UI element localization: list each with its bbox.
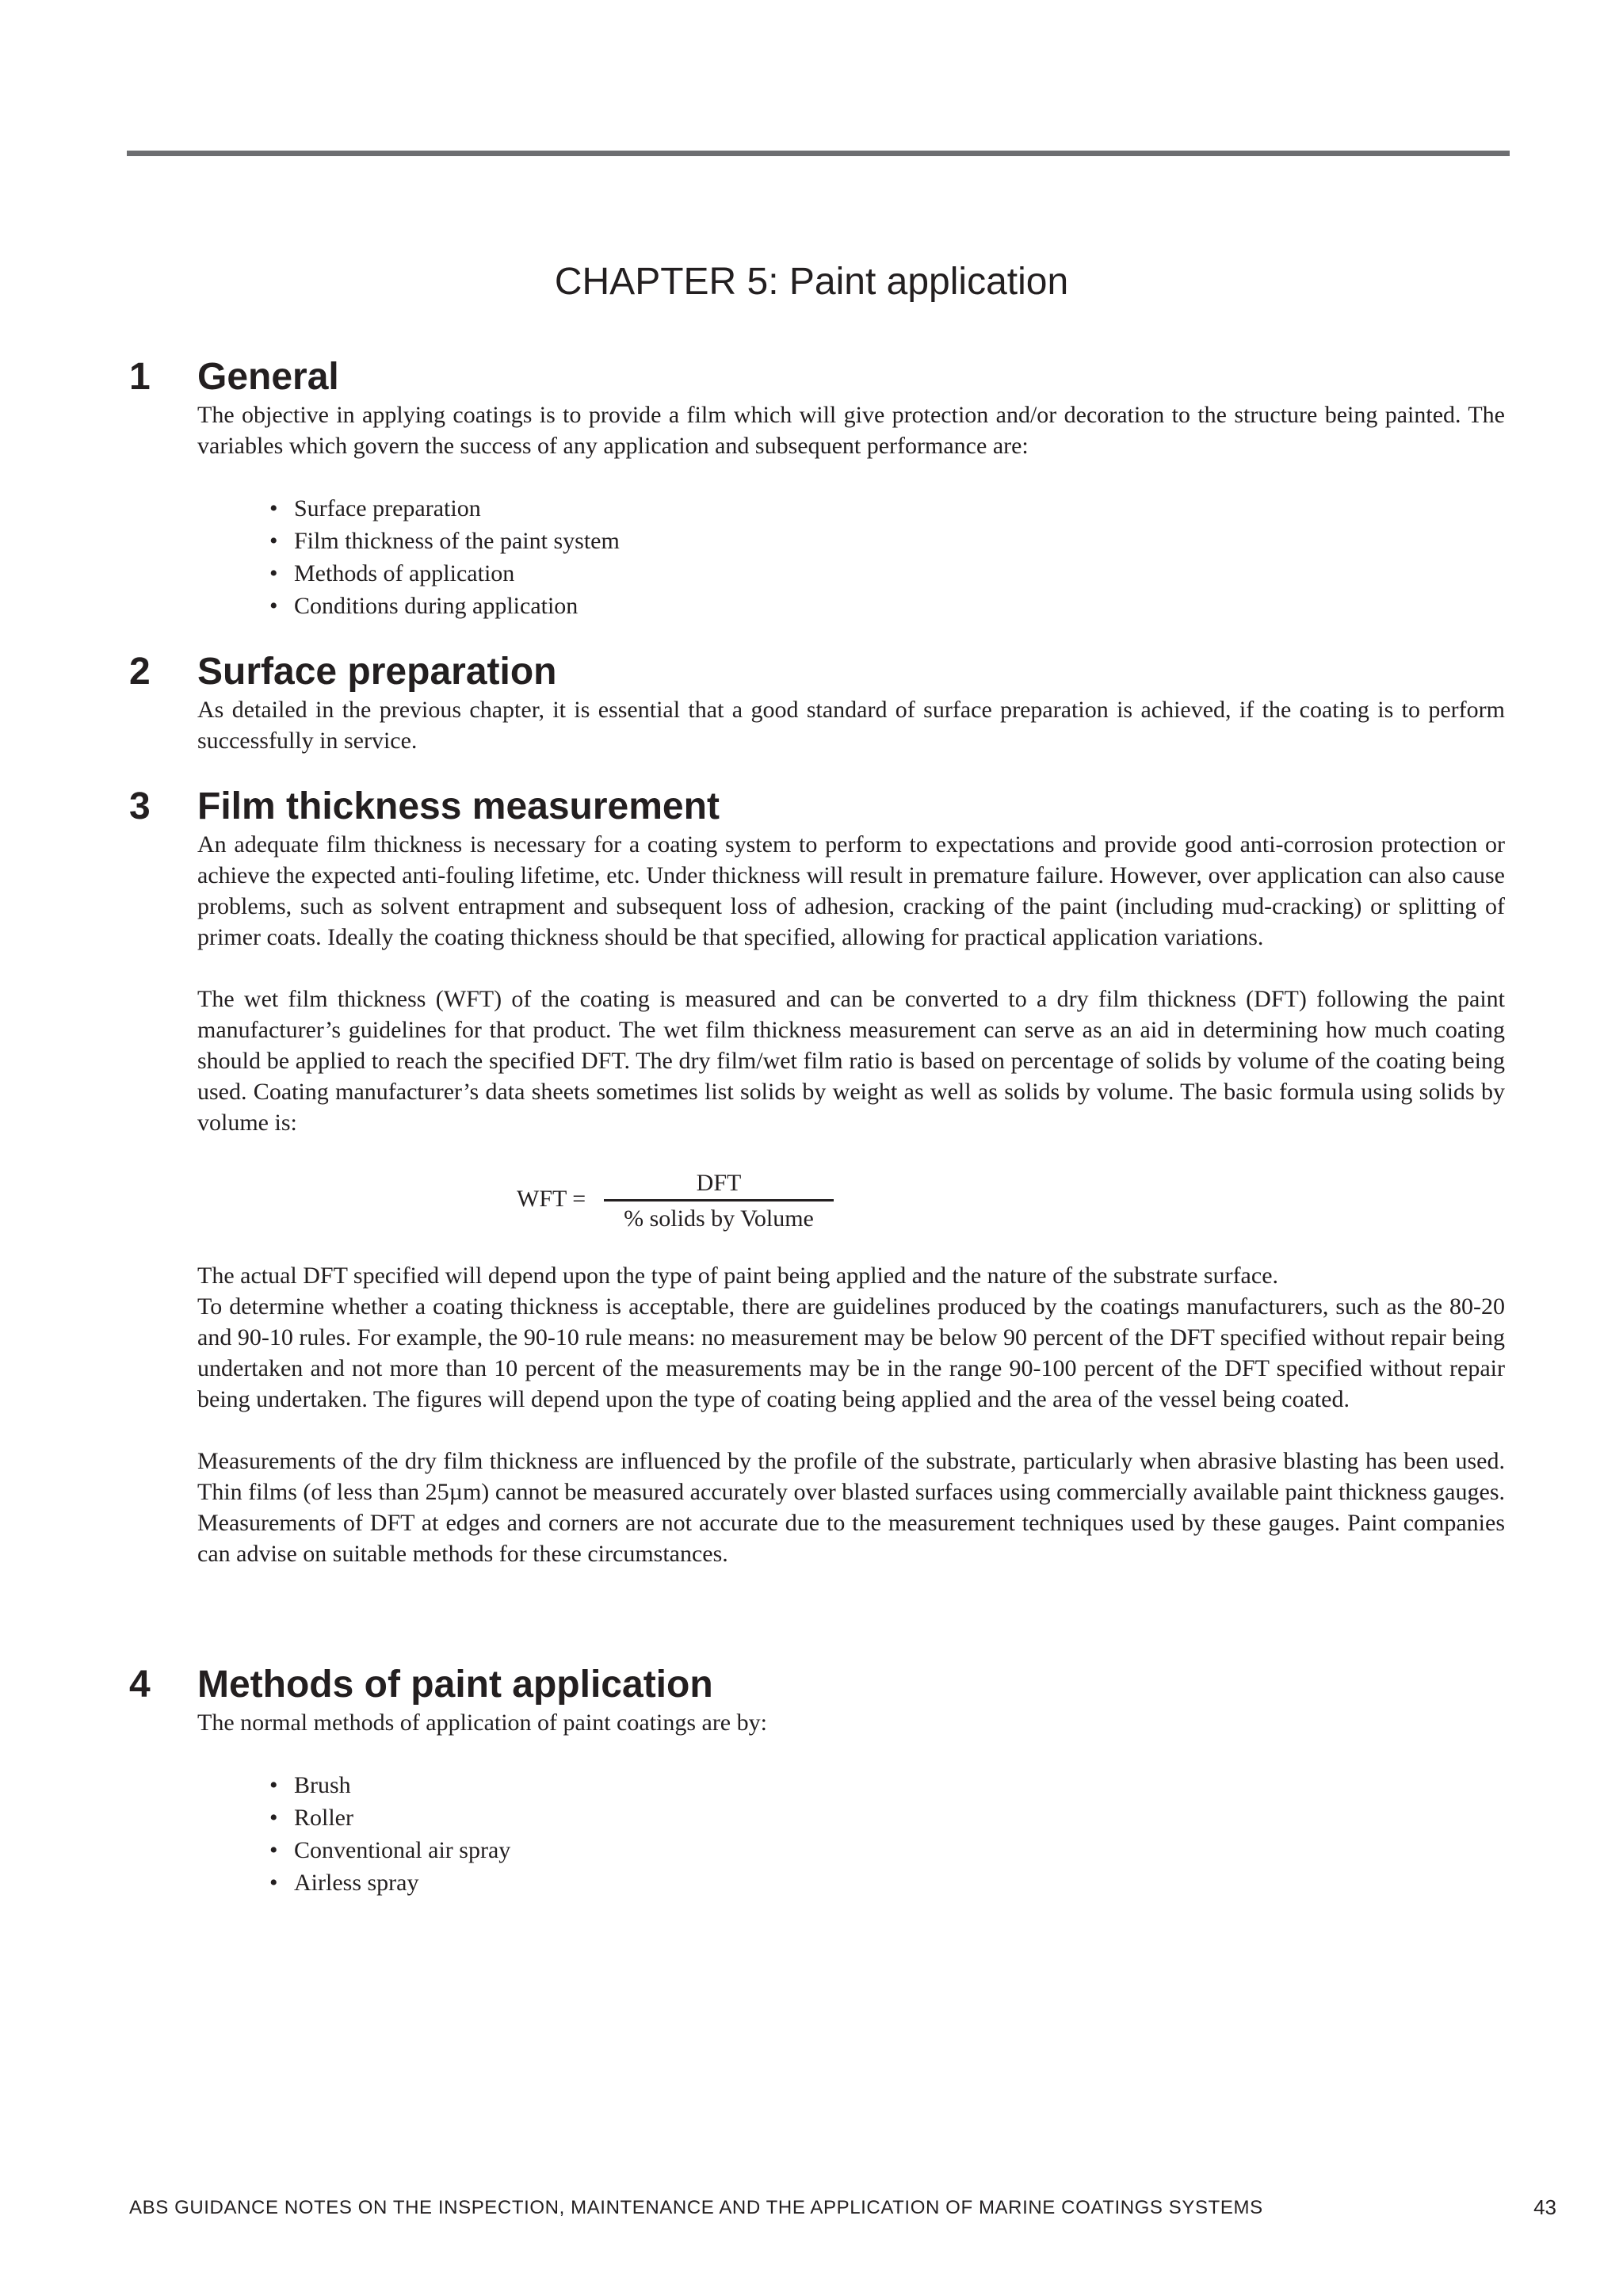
section-film-thickness: [0, 785, 1623, 1569]
footer-publication-title: ABS GUIDANCE NOTES ON THE INSPECTION, MAINTENANCE AND THE APPLICATION OF MARINE COATINGS SYSTEMS: [129, 2197, 1263, 2218]
bullet-symbol: •: [269, 560, 278, 586]
list-item: • Methods of application: [0, 557, 1623, 590]
list-item: • Conditions during application: [0, 590, 1623, 622]
section-number: 3: [129, 785, 151, 827]
list-item: • Airless spray: [0, 1866, 1623, 1899]
page-number: 43: [1533, 2195, 1556, 2219]
section-methods-of-application: [0, 1663, 1623, 1899]
wft-formula: [0, 1169, 1623, 1240]
list-item: • Surface preparation: [0, 492, 1623, 525]
paragraph: To determine whether a coating thickness is acceptable, there are guidelines produced by the coatings manufacturers, such as the 80-20 and 90-10 rules. For example, the 90-10 rule means: no measurement may be below 90 percent of the DFT specified without repair being undertaken and not more than 10 percent of the measurements may be in the range 90-100 percent of the DFT specified without repair being undertaken. The figures will depend upon the type of coating being applied and the area of the vessel being coated.: [197, 1293, 1505, 1412]
formula-lhs: WFT =: [517, 1186, 586, 1212]
bullet-symbol: •: [269, 1870, 278, 1896]
bullet-symbol: •: [269, 1805, 278, 1831]
paragraph: The actual DFT specified will depend upon the type of paint being applied and the nature of the substrate surface.: [197, 1263, 1279, 1289]
paragraph: The objective in applying coatings is to provide a film which will give protection and/or decoration to the structure being painted. The variables which govern the success of any application and subsequent performance are:: [197, 402, 1505, 459]
section-title: General: [197, 356, 339, 398]
section-number: 4: [129, 1664, 151, 1706]
section-title: Methods of paint application: [197, 1664, 713, 1706]
bullet-symbol: •: [269, 593, 278, 619]
paragraph: The normal methods of application of paint coatings are by:: [197, 1710, 767, 1736]
bullet-symbol: •: [269, 1837, 278, 1863]
paragraph: As detailed in the previous chapter, it is essential that a good standard of surface preparation is achieved, if the coating is to perform successfully in service.: [197, 697, 1505, 754]
section-number: 2: [129, 651, 151, 693]
bullet-symbol: •: [269, 528, 278, 554]
bullet-list: [0, 1769, 1623, 1899]
bullet-symbol: •: [269, 495, 278, 521]
bullet-symbol: •: [269, 1772, 278, 1798]
section-title: Film thickness measurement: [197, 785, 720, 827]
chapter-title: CHAPTER 5: Paint application: [554, 261, 1069, 303]
list-item: • Film thickness of the paint system: [0, 525, 1623, 557]
paragraph: Measurements of the dry film thickness are influenced by the profile of the substrate, particularly when abrasive blasting has been used. Thin films (of less than 25µm) cannot be measured accurately over blasted surfaces using commercially available paint thickness gauges. Measurements of DFT at edges and corners are not accurate due to the measurement techniques used by these gauges. Paint companies can advise on suitable methods for these circumstances.: [197, 1448, 1505, 1567]
header-rule: [127, 151, 1510, 156]
list-item: • Roller: [0, 1801, 1623, 1834]
section-general: [0, 355, 1623, 622]
list-item: • Brush: [0, 1769, 1623, 1801]
fraction-bar: [604, 1199, 834, 1201]
paragraph: The wet film thickness (WFT) of the coating is measured and can be converted to a dry film thickness (DFT) following the paint manufacturer’s guidelines for that product. The wet film thickness measurement can serve as an aid in determining how much coating should be applied to reach the specified DFT. The dry film/wet film ratio is based on percentage of solids by volume of the coating being used. Coating manufacturer’s data sheets sometimes list solids by weight as well as solids by volume. The basic formula using solids by volume is:: [197, 986, 1505, 1136]
list-item: • Conventional air spray: [0, 1834, 1623, 1866]
formula-denominator: % solids by Volume: [624, 1205, 814, 1232]
section-surface-preparation: [0, 650, 1623, 756]
bullet-list: [0, 492, 1623, 622]
paragraph: An adequate film thickness is necessary for a coating system to perform to expectations and provide good anti-corrosion protection or achieve the expected anti-fouling lifetime, etc. Under thickness will result in premature failure. However, over application can also cause problems, such as solvent entrapment and subsequent loss of adhesion, cracking of the paint (including mud-cracking) or splitting of primer coats. Ideally the coating thickness should be that specified, allowing for practical application variations.: [197, 831, 1505, 950]
section-title: Surface preparation: [197, 651, 557, 693]
section-number: 1: [129, 356, 151, 398]
formula-numerator: DFT: [696, 1170, 742, 1196]
